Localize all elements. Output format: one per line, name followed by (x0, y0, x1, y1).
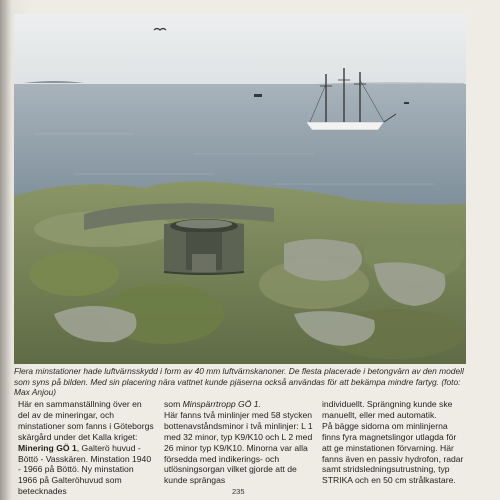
column-3-paragraph-2: På bägge sidorna om minlinjerna finns fyra magnetslingor utlagda för att ge minstationen förvarning. Här fanns även en passiv hydrofon, radar samt stridsledningsutrustning, typ STRIKA och en 50 cm strålkastare. (322, 420, 464, 486)
photograph (14, 14, 466, 364)
column-3-paragraph-1: individuellt. Sprängning kunde ske manuellt, eller med automatik. (322, 399, 453, 420)
column-2-lead: som Minspärrtropp GÖ 1. (164, 399, 261, 409)
column-2-body: Här fanns två minlinjer med 58 stycken bottenavståndsminor i två minlinjer: L 1 med 32 minor, typ K9/K10 och L 2 med 26 minor typ K9/K10. Minorna var alla försedda med indikerings- och utlösningsorgan vilket gjorde att de kunde sprängas (164, 409, 313, 486)
photo-caption: Flera minstationer hade luftvärnsskydd i form av 40 mm luftvärnskanoner. De flesta placerade i betongvärn av den modell som syns på bilden. Med sin placering nära vattnet kunde pjäserna också användas för att bekämpa mindre fartyg. (foto: Max Anjou) (14, 366, 464, 398)
text-column-2 (164, 399, 314, 486)
column-1-body: , Galterö huvud - Böttö - Vasskären. Minstation 1940 - 1966 på Böttö. Ny minstation 1966 på Galteröhuvud som betecknades (18, 442, 152, 497)
text-column-3 (322, 399, 468, 486)
book-gutter-shadow (0, 0, 12, 500)
column-1-intro: Här en sammanställning över en del av de mineringar, och minstationer som fanns i Göteborgs skärgård under det Kalla kriget: (18, 399, 154, 442)
section-heading: Minering GÖ 1 (18, 442, 77, 453)
page-number: 235 (232, 487, 245, 496)
photo-scene (14, 14, 466, 364)
place-name: Minspärrtropp GÖ 1. (182, 399, 261, 409)
sky (14, 14, 466, 86)
column-1-paragraph (18, 443, 155, 498)
text-column-1 (18, 399, 155, 497)
small-boat (254, 94, 262, 97)
